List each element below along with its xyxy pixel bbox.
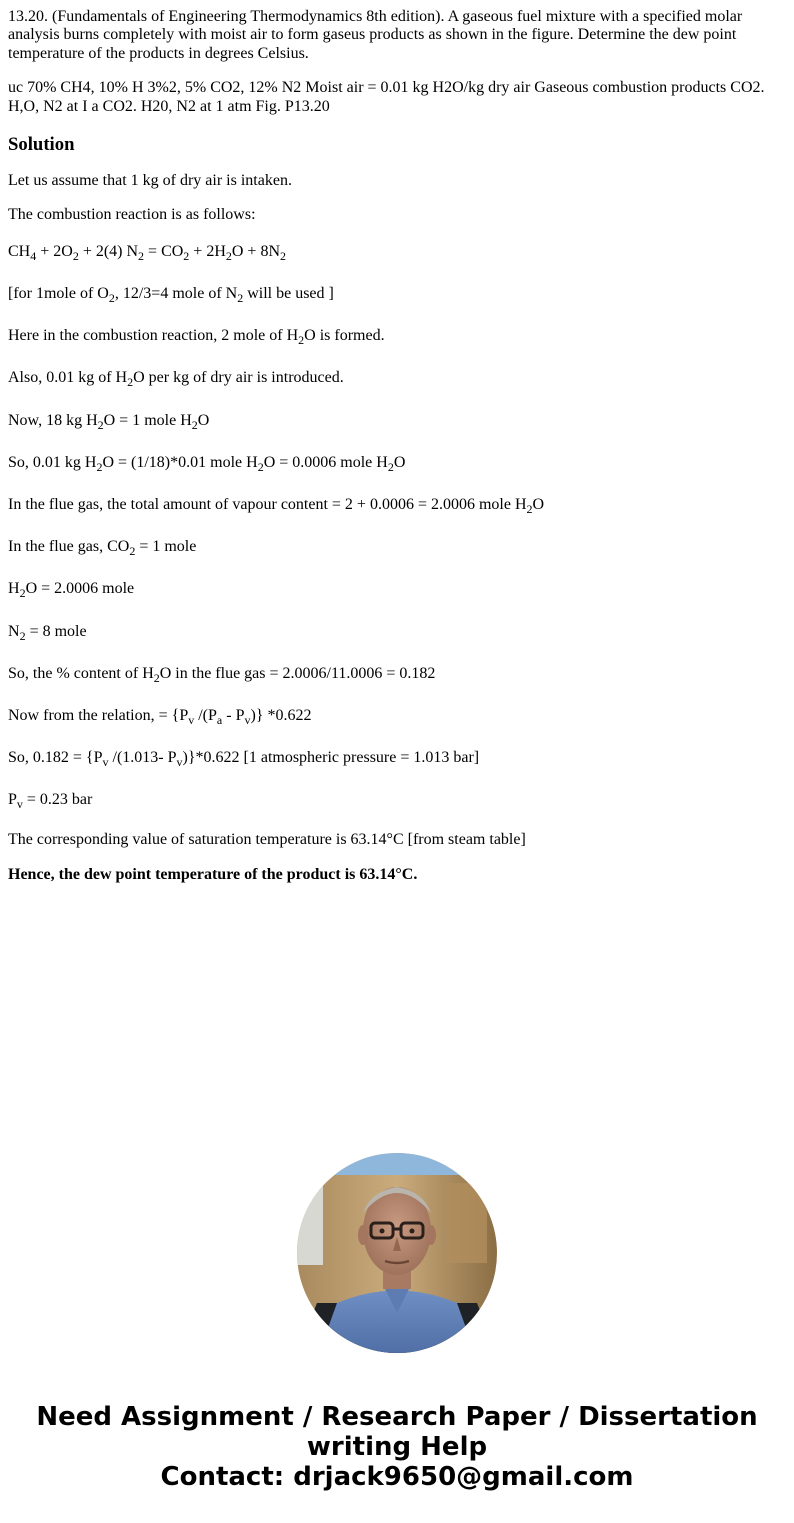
moles-calculation: So, 0.01 kg $H_2O = (1/18)*0.01$ mole $H_2O = 0.0006$ mole $H_2O$ (8, 453, 406, 474)
promo-line-2: writing Help (306, 1432, 488, 1462)
nitrogen-note: [for 1mole of $O_2$, 12/3=4 mole of $N_2$ will be used ] (8, 285, 334, 306)
promo-line-1: Need Assignment / Research Paper / Dissertation (36, 1402, 758, 1432)
author-avatar (297, 1153, 497, 1353)
reaction-equation: $CH_4 + 2O_2 + 2(4) N_2 = CO_2 + 2H_2O + 8N_2$ (8, 242, 287, 264)
assumption-line: Let us assume that 1 kg of dry air is intaken. (8, 172, 292, 190)
promo-footer (0, 1402, 794, 1492)
solution-heading: Solution (8, 134, 75, 156)
document-body (8, 8, 786, 900)
percent-content-line: So, the % content of $H_2O$ in the flue gas = 2.0006/11.0006 = 0.182 (8, 664, 436, 685)
relation-line: Now from the relation, = {$P_v$ $/(P_a - P_v)$} *0.622 (8, 706, 312, 728)
question-text: 13.20. (Fundamentals of Engineering Thermodynamics 8th edition). A gaseous fuel mixture with a specified molar analysis burns completely with moist air to form gaseus products as shown in the figure. Determine the dew point temperature of the products in degrees Celsius. (8, 8, 743, 62)
water-introduced-line: Also, 0.01 kg of $H_2O$ per kg of dry air is introduced. (8, 369, 344, 390)
n2-line: $N_2 = 8$ mole (8, 622, 87, 643)
vapour-total-line: In the flue gas, the total amount of vapour content = 2 + 0.0006 = 2.0006 mole $H_2O$ (8, 495, 545, 517)
reaction-intro: The combustion reaction is as follows: (8, 206, 256, 224)
promo-contact-line: Contact: drjack9650@gmail.com (160, 1462, 634, 1492)
substitution-line: So, $0.182 = \{P_v$ /(1.013- $P_v)\}*0.622$ [1 atmospheric pressure = 1.013 bar] (8, 749, 480, 770)
mass-mole-conversion: Now, 18 kg $H_2O = 1$ mole $H_2O$ (8, 411, 210, 432)
figure-text: uc 70% CH4, 10% H 3%2, 5% CO2, 12% N2 Moist air = 0.01 kg H2O/kg dry air Gaseous combustion products CO2. H,O, N2 at I a CO2. H20, N2 at 1 atm Fig. P13.20 (8, 79, 765, 115)
h2o-line: $H_2O = 2.0006$ mole (8, 580, 135, 601)
water-formed-line: Here in the combustion reaction, 2 mole of $H_2O$ is formed. (8, 327, 385, 348)
conclusion-line: Hence, the dew point temperature of the product is 63.14°C. (8, 865, 418, 883)
author-photo-illustration (297, 1153, 497, 1353)
saturation-line: The corresponding value of saturation temperature is 63.14°C [from steam table] (8, 831, 526, 849)
co2-line: In the flue gas, $CO_2 = 1$ mole (8, 538, 197, 559)
pv-result-line: $P_v = 0.23$ bar (8, 791, 93, 812)
